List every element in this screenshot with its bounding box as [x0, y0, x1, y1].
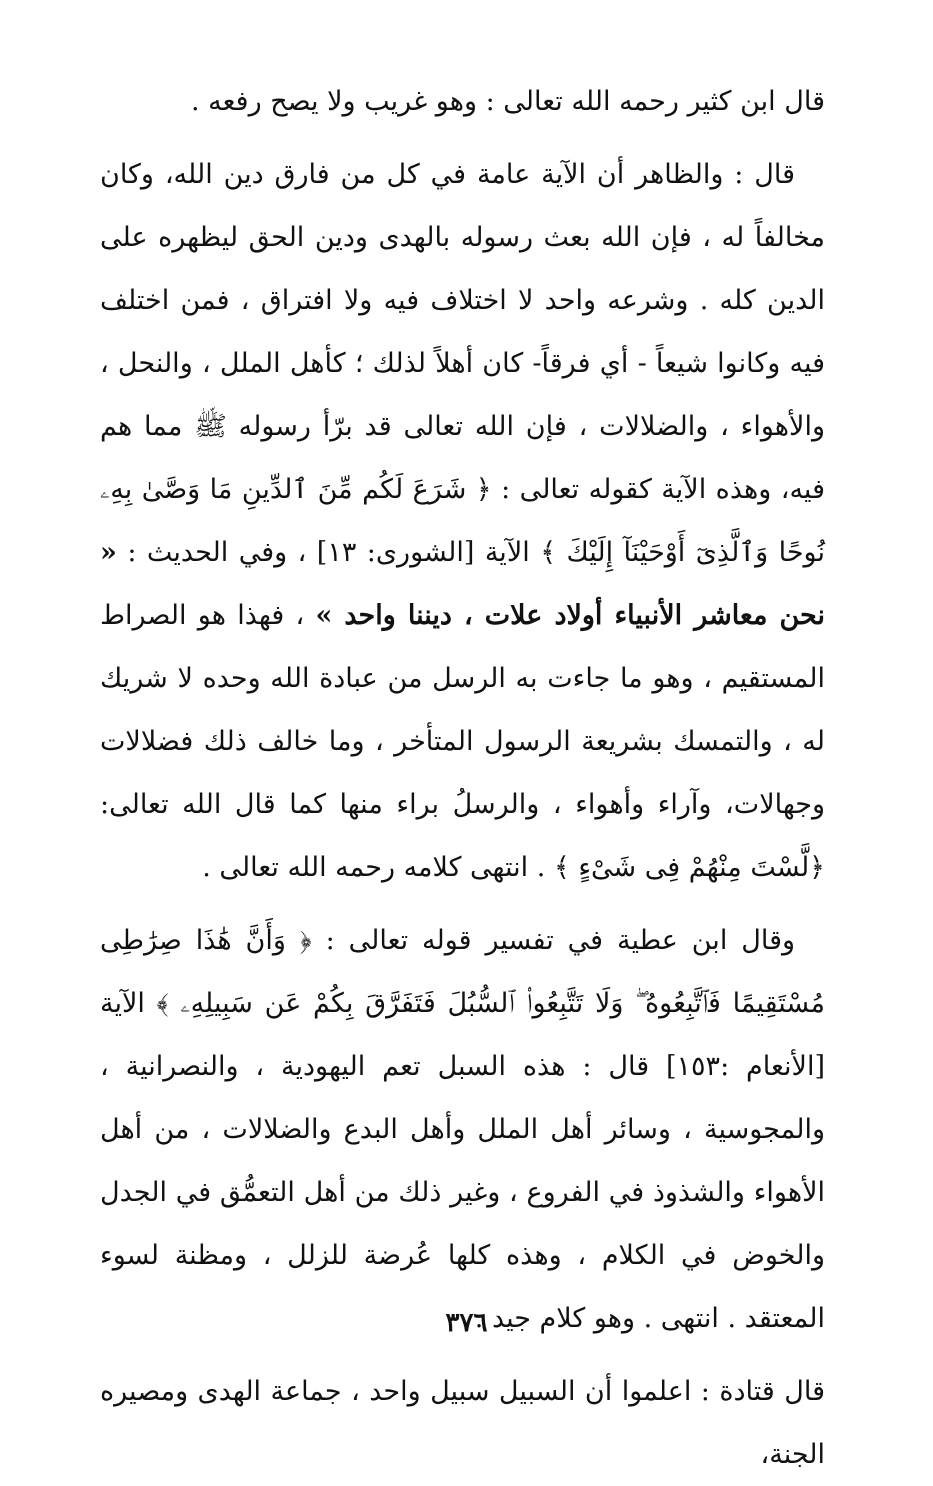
page-body — [100, 70, 825, 1486]
commentary-end: . انتهى كلامه رحمه الله تعالى . — [202, 852, 546, 883]
hadith-quote: « نحن معاشر الأنبياء أولاد علات ، ديننا واحد » — [100, 537, 825, 631]
qatada-quote: قال قتادة : اعلموا أن السبيل سبيل واحد ، جماعة الهدى ومصيره الجنة، — [100, 1376, 825, 1470]
quran-verse-al-anam: ﴿ وَأَنَّ هَٰذَا صِرَٰطِى مُسْتَقِيمًا فَٱتَّبِعُوهُ ۖ وَلَا تَتَّبِعُوا۟ ٱلسُّبُلَ فَتَفَرَّقَ بِكُمْ عَن سَبِيلِهِۦ ﴾ — [100, 925, 825, 1019]
commentary-continuation: ، فهذا هو الصراط المستقيم ، وهو ما جاءت به الرسل من عبادة الله وحده لا شريك له ، والتمسك بشريعة الرسول المتأخر ، وما خالف ذلك فضلالات وجهالات، وآراء وأهواء ، والرسلُ براء منها كما قال الله تعالى: — [100, 600, 825, 820]
paragraph-ibn-kathir — [100, 70, 825, 133]
paragraph-ibn-atiyya — [100, 909, 825, 1350]
commentary-intro: قال : والظاهر أن الآية عامة في كل من فارق دين الله، وكان مخالفاً له ، فإن الله بعث رسوله بالهدى ودين الحق ليظهره على الدين كله . وشرعه واحد لا اختلاف فيه ولا افتراق ، فمن اختلف فيه وكانوا شيعاً - أي فرقاً- كان أهلاً لذلك ؛ كأهل الملل ، والنحل ، والأهواء ، والضلالات ، فإن الله تعالى قد برّأ رسوله ﷺ مما هم فيه، وهذه الآية كقوله تعالى : — [100, 159, 825, 505]
paragraph-commentary — [100, 143, 825, 899]
ibn-atiyya-intro: وقال ابن عطية في تفسير قوله تعالى : — [325, 925, 796, 956]
ibn-atiyya-commentary: الآية [الأنعام :١٥٣] قال : هذه السبل تعم اليهودية ، والنصرانية ، والمجوسية ، وسائر أهل الملل وأهل البدع والضلالات ، من أهل الأهواء والشذوذ في الفروع ، وغير ذلك من أهل التعمُّق في الجدل والخوض في الكلام ، وهذه كلها عُرضة للزلل ، ومظنة لسوء المعتقد . انتهى . وهو كلام جيد . — [100, 988, 825, 1334]
text-ibn-kathir-comment: قال ابن كثير رحمه الله تعالى : وهو غريب ولا يصح رفعه . — [191, 86, 825, 117]
page-number: ٣٧٦ — [445, 1308, 488, 1338]
paragraph-qatada — [100, 1360, 825, 1486]
quran-verse-lasta-minhum: ﴿لَّسْتَ مِنْهُمْ فِى شَىْءٍ ﴾ — [553, 852, 825, 883]
quran-verse-ash-shura: ﴿ شَرَعَ لَكُم مِّنَ ٱلدِّينِ مَا وَصَّىٰ بِهِۦ نُوحًا وَٱلَّذِىٓ أَوْحَيْنَآ إِلَيْكَ ﴾ — [100, 474, 825, 568]
verse-reference-shura: الآية [الشورى: ١٣] ، وفي الحديث : — [127, 537, 530, 568]
